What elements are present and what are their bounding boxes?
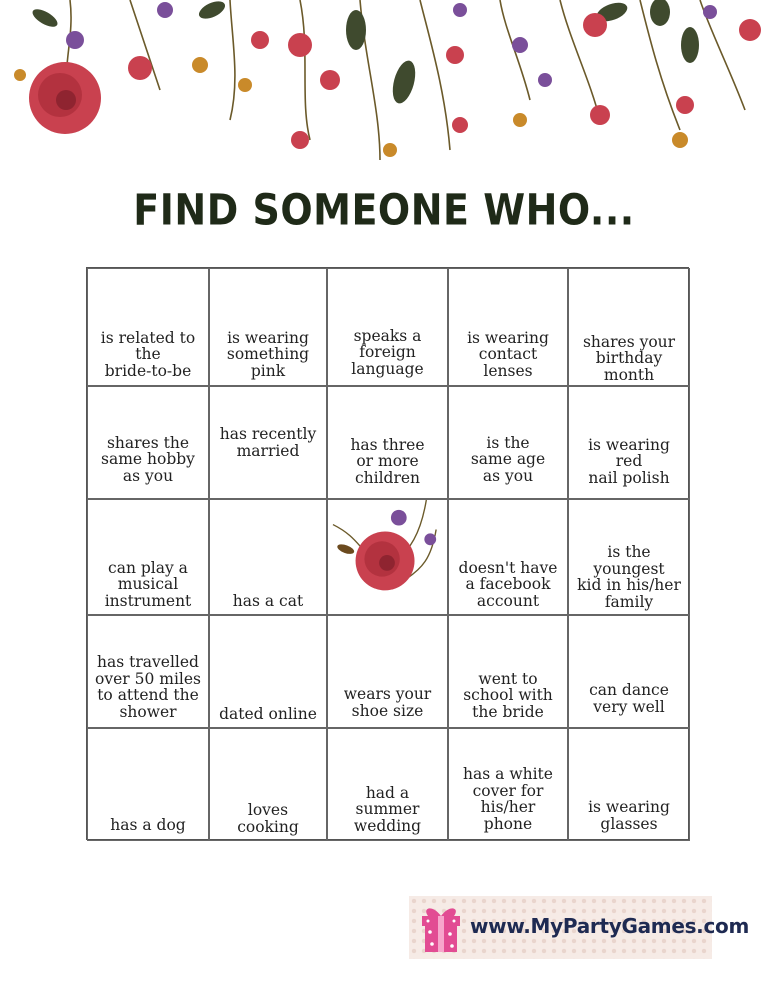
bingo-cell[interactable] — [209, 386, 327, 499]
cell-text: has a dog — [110, 815, 186, 834]
bingo-cell[interactable] — [327, 268, 448, 386]
cell-text: has recently married — [219, 425, 317, 460]
bingo-cell[interactable] — [448, 268, 568, 386]
cell-text: has three or more children — [350, 435, 425, 487]
bingo-cell[interactable] — [327, 728, 448, 841]
cell-text: loves cooking — [237, 801, 299, 836]
bingo-cell[interactable] — [448, 386, 568, 499]
page-title: FIND SOMEONE WHO... — [133, 185, 635, 235]
cell-text: shares your birthday month — [582, 332, 676, 384]
cell-text: speaks a foreign language — [351, 326, 424, 378]
bingo-cell[interactable] — [568, 499, 690, 615]
rose-flower-icon — [328, 500, 447, 614]
cell-text: is the youngest kid in his/her family — [577, 543, 681, 611]
bingo-cell[interactable] — [87, 386, 209, 499]
cell-text: can dance very well — [589, 681, 669, 716]
bingo-cell[interactable] — [209, 728, 327, 841]
bingo-cell[interactable] — [568, 386, 690, 499]
cell-text: went to school with the bride — [463, 669, 553, 721]
bingo-cell[interactable] — [209, 268, 327, 386]
bingo-grid — [86, 267, 689, 840]
floral-header-decoration — [0, 0, 768, 195]
bingo-cell[interactable] — [87, 728, 209, 841]
bingo-cell[interactable] — [327, 615, 448, 728]
cell-text: is wearing glasses — [588, 798, 670, 833]
bingo-cell[interactable] — [327, 386, 448, 499]
cell-text: shares the same hobby as you — [101, 433, 195, 485]
bingo-cell[interactable] — [448, 615, 568, 728]
bingo-cell[interactable] — [568, 728, 690, 841]
cell-text: has a white cover for his/her phone — [463, 765, 553, 833]
cell-text: is wearing something pink — [226, 328, 310, 380]
bingo-cell[interactable] — [209, 499, 327, 615]
cell-text: has travelled over 50 miles to attend the shower — [95, 653, 201, 721]
cell-text: is the same age as you — [470, 433, 546, 485]
bingo-cell[interactable] — [87, 615, 209, 728]
cell-text: doesn't have a facebook account — [458, 558, 558, 610]
cell-text: is related to the bride-to-be — [100, 328, 196, 380]
gift-box-icon — [418, 902, 464, 954]
bingo-cell[interactable] — [448, 728, 568, 841]
bingo-cell[interactable] — [448, 499, 568, 615]
free-space-cell[interactable] — [327, 499, 448, 615]
bingo-cell[interactable] — [87, 499, 209, 615]
cell-text: wears your shoe size — [343, 685, 432, 720]
cell-text: has a cat — [232, 591, 304, 610]
cell-text: can play a musical instrument — [104, 558, 192, 610]
website-banner[interactable] — [409, 896, 750, 959]
bingo-cell[interactable] — [209, 615, 327, 728]
bingo-cell[interactable] — [87, 268, 209, 386]
bingo-cell[interactable] — [568, 615, 690, 728]
cell-text: had a summer wedding — [353, 783, 422, 835]
cell-text: is wearing contact lenses — [467, 328, 549, 380]
bingo-cell[interactable] — [568, 268, 690, 386]
cell-text: is wearing red nail polish — [588, 435, 670, 487]
website-link[interactable]: www.MyPartyGames.com — [470, 914, 750, 938]
cell-text: dated online — [219, 704, 317, 723]
